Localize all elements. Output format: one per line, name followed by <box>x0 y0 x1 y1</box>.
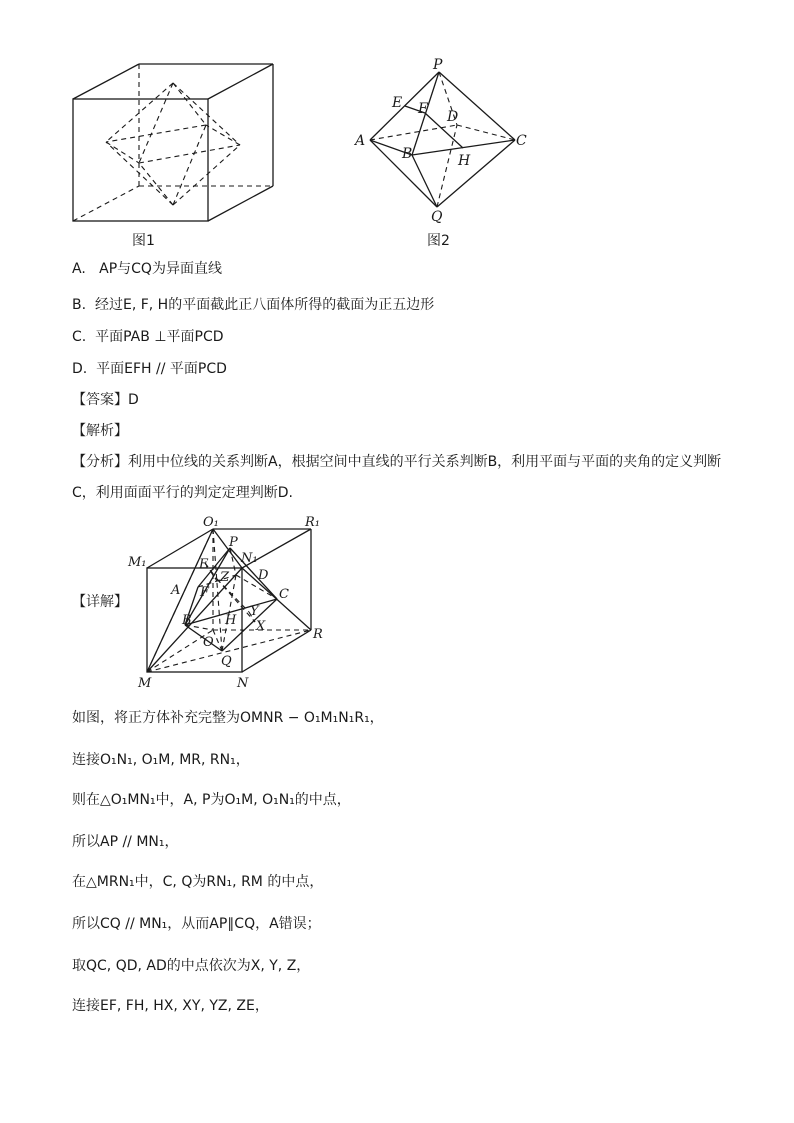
step-7-text: 取QC, QD, AD的中点依次为X, Y, Z， <box>72 958 311 974</box>
step-8 <box>72 996 269 1016</box>
option-d-letter: D. <box>72 361 88 377</box>
label-N: N <box>237 676 249 691</box>
label-C: C <box>516 133 527 149</box>
label-E: E <box>199 557 209 572</box>
answer-tag: 【答案】 <box>72 392 128 408</box>
step-4 <box>72 832 179 852</box>
analysis-line-1 <box>72 452 721 472</box>
label-Q: Q <box>221 654 232 669</box>
label-Y: Y <box>250 604 259 619</box>
label-Q: Q <box>431 209 443 225</box>
label-P: P <box>433 57 443 73</box>
label-F: F <box>418 101 428 117</box>
step-2 <box>72 750 250 770</box>
label-R: R <box>313 627 323 642</box>
step-1-text: 如图，将正方体补充完整为OMNR − O₁M₁N₁R₁， <box>72 710 384 726</box>
label-D: D <box>258 568 269 583</box>
figure-3-completed-cube <box>125 512 335 692</box>
option-a-text: AP与CQ为异面直线 <box>99 261 222 277</box>
detail-tag <box>72 592 128 612</box>
option-c-text: 平面PAB ⊥平面PCD <box>95 329 224 345</box>
option-d <box>72 359 227 379</box>
label-C: C <box>279 587 289 602</box>
step-3 <box>72 790 351 810</box>
label-F: F <box>200 585 210 600</box>
step-1 <box>72 708 384 728</box>
label-R1: R₁ <box>305 515 320 530</box>
option-c <box>72 327 224 347</box>
label-H: H <box>458 153 471 169</box>
label-A: A <box>171 583 181 598</box>
cube-solid-edges <box>73 64 273 221</box>
label-Z: Z <box>220 570 230 585</box>
detail-tag-text: 【详解】 <box>72 594 128 610</box>
label-O: O <box>203 635 214 650</box>
label-E: E <box>392 95 403 111</box>
answer-line <box>72 390 139 410</box>
label-A: A <box>355 133 366 149</box>
analysis-line-2 <box>72 483 293 503</box>
label-M: M <box>138 676 152 691</box>
option-b <box>72 295 434 315</box>
label-B: B <box>402 146 413 162</box>
label-B: B <box>182 613 192 628</box>
option-b-letter: B. <box>72 297 87 313</box>
analysis-text-1: 利用中位线的关系判断A，根据空间中直线的平行关系判断B，利用平面与平面的夹角的定义判断 <box>128 454 722 470</box>
figure-1-caption: 图1 <box>132 233 155 249</box>
analysis-header <box>72 421 128 441</box>
option-a-letter: A. <box>72 261 86 277</box>
option-c-letter: C. <box>72 329 87 345</box>
label-N1: N₁ <box>241 551 258 566</box>
figure-2-octahedron <box>345 55 535 255</box>
step-5-text: 在△MRN₁中，C, Q为RN₁, RM 的中点， <box>72 874 324 890</box>
label-X: X <box>256 619 266 634</box>
step-5 <box>72 872 323 892</box>
label-O1: O₁ <box>203 515 219 530</box>
analysis-header-tag: 【解析】 <box>72 423 128 439</box>
step-4-text: 所以AP // MN₁， <box>72 834 179 850</box>
octahedron-hidden-edges <box>370 72 515 207</box>
cube-hidden-edges <box>73 64 273 221</box>
label-P: P <box>229 535 238 550</box>
label-H: H <box>225 613 237 628</box>
option-b-text: 经过E, F, H的平面截此正八面体所得的截面为正五边形 <box>94 297 435 313</box>
analysis-tag: 【分析】 <box>72 454 128 470</box>
analysis-text-2: C，利用面面平行的判定定理判断D. <box>72 485 294 501</box>
octahedron-dashed-edges <box>106 83 240 205</box>
step-8-text: 连接EF, FH, HX, XY, YZ, ZE， <box>72 998 269 1014</box>
step-6 <box>72 914 321 934</box>
step-3-text: 则在△O₁MN₁中，A, P为O₁M, O₁N₁的中点， <box>72 792 351 808</box>
answer-value: D <box>128 392 139 408</box>
label-D: D <box>447 109 459 125</box>
figure-2-caption: 图2 <box>427 233 450 249</box>
option-a <box>72 259 222 279</box>
label-M1: M₁ <box>128 555 147 570</box>
step-6-text: 所以CQ // MN₁，从而AP∥CQ，A错误； <box>72 916 321 932</box>
option-d-text: 平面EFH // 平面PCD <box>96 361 227 377</box>
step-2-text: 连接O₁N₁, O₁M, MR, RN₁， <box>72 752 250 768</box>
figure-1-cube-octahedron <box>60 55 290 255</box>
step-7 <box>72 956 310 976</box>
